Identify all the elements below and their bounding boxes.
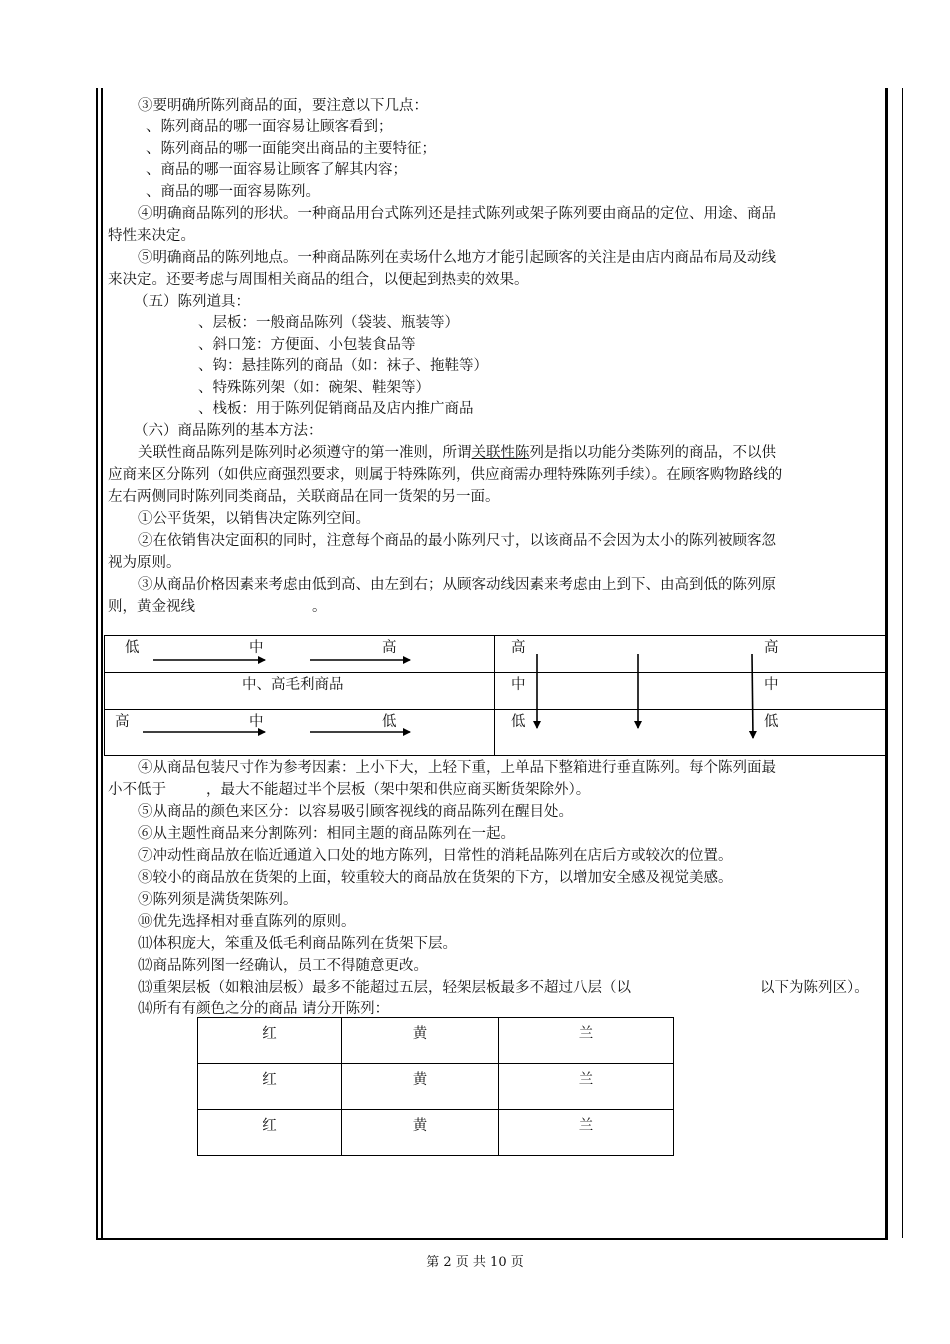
text-line: ⒀重架层板（如粮油层板）最多不能超过五层，轻架层板最多不超过八层（以	[138, 980, 631, 996]
text-line: 、陈列商品的哪一面能突出商品的主要特征；	[146, 141, 436, 157]
text-line: ⑤从商品的颜色来区分：以容易吸引顾客视线的商品陈列在醒目处。	[138, 804, 573, 820]
text-line: ③从商品价格因素来考虑由低到高、由左到右；从顾客动线因素来考虑由上到下、由高到低的陈列原	[138, 577, 776, 593]
table-cell: 黄	[342, 1064, 499, 1110]
flow-label: 高	[764, 640, 779, 656]
table-cell: 兰	[499, 1018, 674, 1064]
text-line: 视为原则。	[108, 555, 181, 571]
table-cell: 红	[198, 1064, 342, 1110]
text-segment: 关联性商品陈列是陈列时必须遵守的第一准则，所谓	[138, 445, 472, 461]
text-line: ④明确商品陈列的形状。一种商品用台式陈列还是挂式陈列或架子陈列要由商品的定位、用途、商品	[138, 206, 776, 222]
text-line	[138, 444, 776, 462]
table-cell: 红	[198, 1110, 342, 1156]
list-item: 、斜口笼：方便面、小包装食品等	[198, 337, 416, 353]
text-line: 左右两侧同时陈列同类商品，关联商品在同一货架的另一面。	[108, 489, 500, 505]
right-margin-rule	[902, 88, 903, 1238]
table-row	[198, 1018, 674, 1064]
list-item: 、层板：一般商品陈列（袋装、瓶装等）	[198, 315, 459, 331]
text-line: ⑿商品陈列图一经确认，员工不得随意更改。	[138, 958, 428, 974]
text-line: ⒁所有有颜色之分的商品 请分开陈列：	[138, 1001, 390, 1017]
table-cell: 兰	[499, 1110, 674, 1156]
text-line: ③要明确所陈列商品的面，要注意以下几点：	[138, 98, 428, 114]
section-heading: （六）商品陈列的基本方法：	[134, 423, 323, 439]
table-cell: 红	[198, 1018, 342, 1064]
flow-label: 高	[382, 640, 397, 656]
text-line: ⑩优先选择相对垂直陈列的原则。	[138, 914, 356, 930]
text-line: ⑾体积庞大，笨重及低毛利商品陈列在货架下层。	[138, 936, 457, 952]
flow-arrows	[105, 636, 885, 755]
text-line: ⑦冲动性商品放在临近通道入口处的地方陈列，日常性的消耗品陈列在店后方或较次的位置。	[138, 848, 733, 864]
table-cell: 黄	[342, 1110, 499, 1156]
list-item: 、栈板：用于陈列促销商品及店内推广商品	[198, 401, 474, 417]
flow-label: 中、高毛利商品	[242, 677, 344, 693]
flow-label: 高	[511, 640, 526, 656]
text-line: 、陈列商品的哪一面容易让顾客看到；	[146, 119, 393, 135]
flow-label: 高	[115, 714, 130, 730]
text-line: 则，黄金视线	[108, 599, 195, 615]
section-heading: （五）陈列道具：	[134, 294, 250, 310]
text-line: ，最大不能超过半个层板（架中架和供应商买断货架除外）。	[206, 782, 591, 798]
text-line: 特性来决定。	[108, 228, 195, 244]
list-item: 、钩：悬挂陈列的商品（如：袜子、拖鞋等）	[198, 358, 488, 374]
flow-label: 低	[125, 640, 140, 656]
text-line: ④从商品包装尺寸作为参考因素：上小下大，上轻下重，上单品下整箱进行垂直陈列。每个陈列面最	[138, 760, 776, 776]
text-segment: 列是指以功能分类陈列的商品，不以供	[529, 445, 776, 461]
text-line: ②在依销售决定面积的同时，注意每个商品的最小陈列尺寸，以该商品不会因为太小的陈列被顾客忽	[138, 533, 776, 549]
color-table	[197, 1017, 674, 1156]
flow-label: 中	[511, 677, 526, 693]
table-cell: 兰	[499, 1064, 674, 1110]
page-footer: 第 2 页 共 10 页	[426, 1255, 524, 1270]
text-line: ①公平货架，以销售决定陈列空间。	[138, 511, 370, 527]
table-cell: 黄	[342, 1018, 499, 1064]
text-line: 、商品的哪一面容易让顾客了解其内容；	[146, 162, 407, 178]
flow-label: 低	[764, 714, 779, 730]
table-row	[198, 1064, 674, 1110]
flow-label: 中	[764, 677, 779, 693]
arrow-down-icon	[752, 654, 753, 738]
flow-label: 低	[382, 714, 397, 730]
table-row	[198, 1110, 674, 1156]
flow-table	[104, 635, 886, 756]
text-line: 、商品的哪一面容易陈列。	[146, 184, 320, 200]
text-line: 以下为陈列区）。	[760, 980, 869, 996]
flow-label: 中	[249, 640, 264, 656]
text-line: ⑨陈列须是满货架陈列。	[138, 892, 298, 908]
flow-label: 中	[249, 714, 264, 730]
underlined-term: 关联性陈	[471, 445, 530, 461]
text-line: ⑧较小的商品放在货架的上面，较重较大的商品放在货架的下方，以增加安全感及视觉美感。	[138, 870, 733, 886]
text-line: 小不低于	[108, 782, 166, 798]
text-line: 来决定。还要考虑与周围相关商品的组合，以便起到热卖的效果。	[108, 272, 529, 288]
text-line: 。	[312, 599, 327, 615]
flow-label: 低	[511, 714, 526, 730]
text-line: ⑤明确商品的陈列地点。一种商品陈列在卖场什么地方才能引起顾客的关注是由店内商品布局及动线	[138, 250, 776, 266]
text-line: 应商来区分陈列（如供应商强烈要求，则属于特殊陈列，供应商需办理特殊陈列手续）。在顾客购物路线的	[108, 467, 783, 483]
left-margin-rule	[101, 88, 103, 1238]
text-line: ⑥从主题性商品来分割陈列：相同主题的商品陈列在一起。	[138, 826, 515, 842]
list-item: 、特殊陈列架（如：碗架、鞋架等）	[198, 380, 430, 396]
